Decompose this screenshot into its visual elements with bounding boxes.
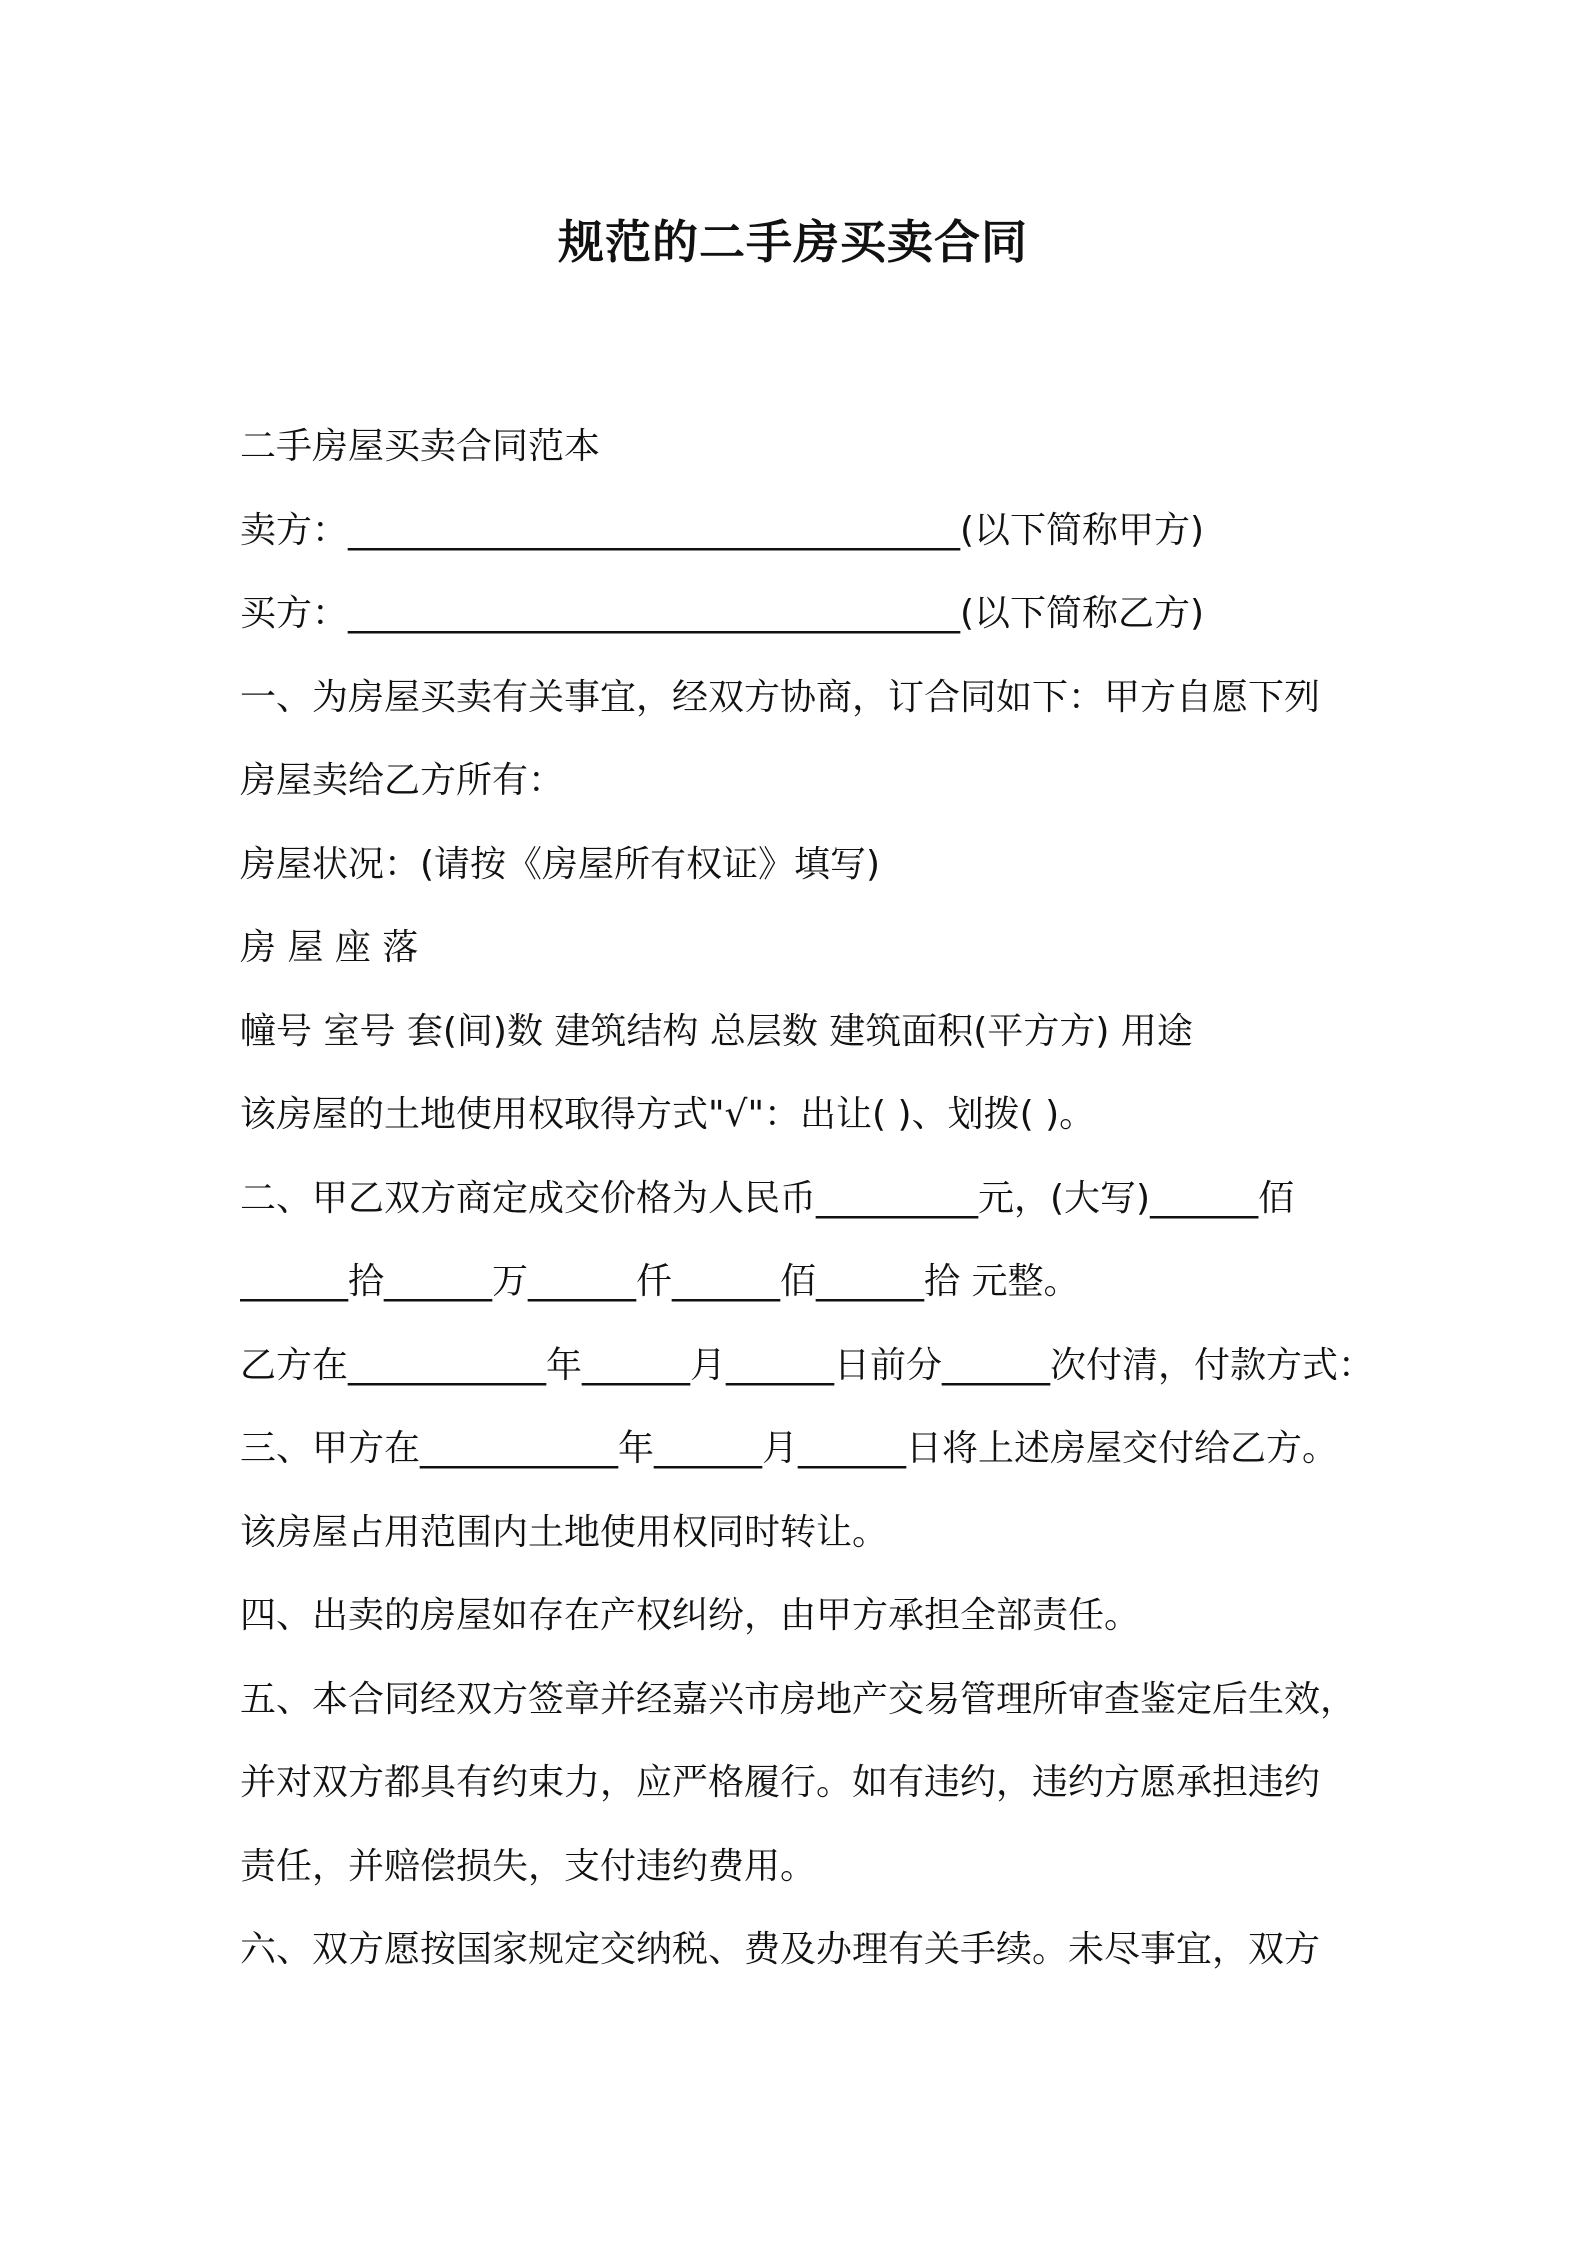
clause-3-line-1: 三、甲方在___________年______月______日将上述房屋交付给乙方。: [240, 1428, 1339, 1469]
property-status-line: 房屋状况：(请按《房屋所有权证》填写): [240, 843, 881, 885]
clause-5-line-1: 五、本合同经双方签章并经嘉兴市房地产交易管理所审查鉴定后生效，: [240, 1678, 1357, 1720]
clause-6-line-1: 六、双方愿按国家规定交纳税、费及办理有关手续。未尽事宜，双方: [240, 1929, 1321, 1970]
clause-3-line-2: 该房屋占用范围内土地使用权同时转让。: [240, 1511, 889, 1553]
document-title: 规范的二手房买卖合同: [558, 215, 1028, 269]
seller-line: 卖方：__________________________________(以下简称甲方): [240, 509, 1205, 551]
clause-2-line-1: 二、甲乙双方商定成交价格为人民币_________元，(大写)______佰: [240, 1177, 1295, 1219]
property-fields-line: 幢号 室号 套(间)数 建筑结构 总层数 建筑面积(平方方) 用途: [240, 1010, 1193, 1052]
buyer-line: 买方：__________________________________(以下简称乙方): [240, 593, 1205, 634]
property-location-line: 房 屋 座 落: [240, 927, 419, 968]
clause-1-line-2: 房屋卖给乙方所有：: [240, 760, 565, 801]
document-body: [240, 405, 1400, 1992]
clause-5-line-2: 并对双方都具有约束力，应严格履行。如有违约，违约方愿承担违约: [240, 1762, 1321, 1803]
land-use-line: 该房屋的土地使用权取得方式"√"：出让( )、划拨( )。: [240, 1094, 1096, 1135]
clause-1-line-1: 一、为房屋买卖有关事宜，经双方协商，订合同如下：甲方自愿下列: [240, 676, 1321, 718]
clause-2-line-2: ______拾______万______仟______佰______拾 元整。: [240, 1261, 1080, 1302]
clause-5-line-3: 责任，并赔偿损失，支付违约费用。: [240, 1845, 817, 1887]
contract-subtitle: 二手房屋买卖合同范本: [240, 426, 601, 467]
clause-4-line: 四、出卖的房屋如存在产权纠纷，由甲方承担全部责任。: [240, 1595, 1141, 1636]
payment-line: 乙方在___________年______月______日前分______次付清，付款方式：: [240, 1344, 1375, 1386]
